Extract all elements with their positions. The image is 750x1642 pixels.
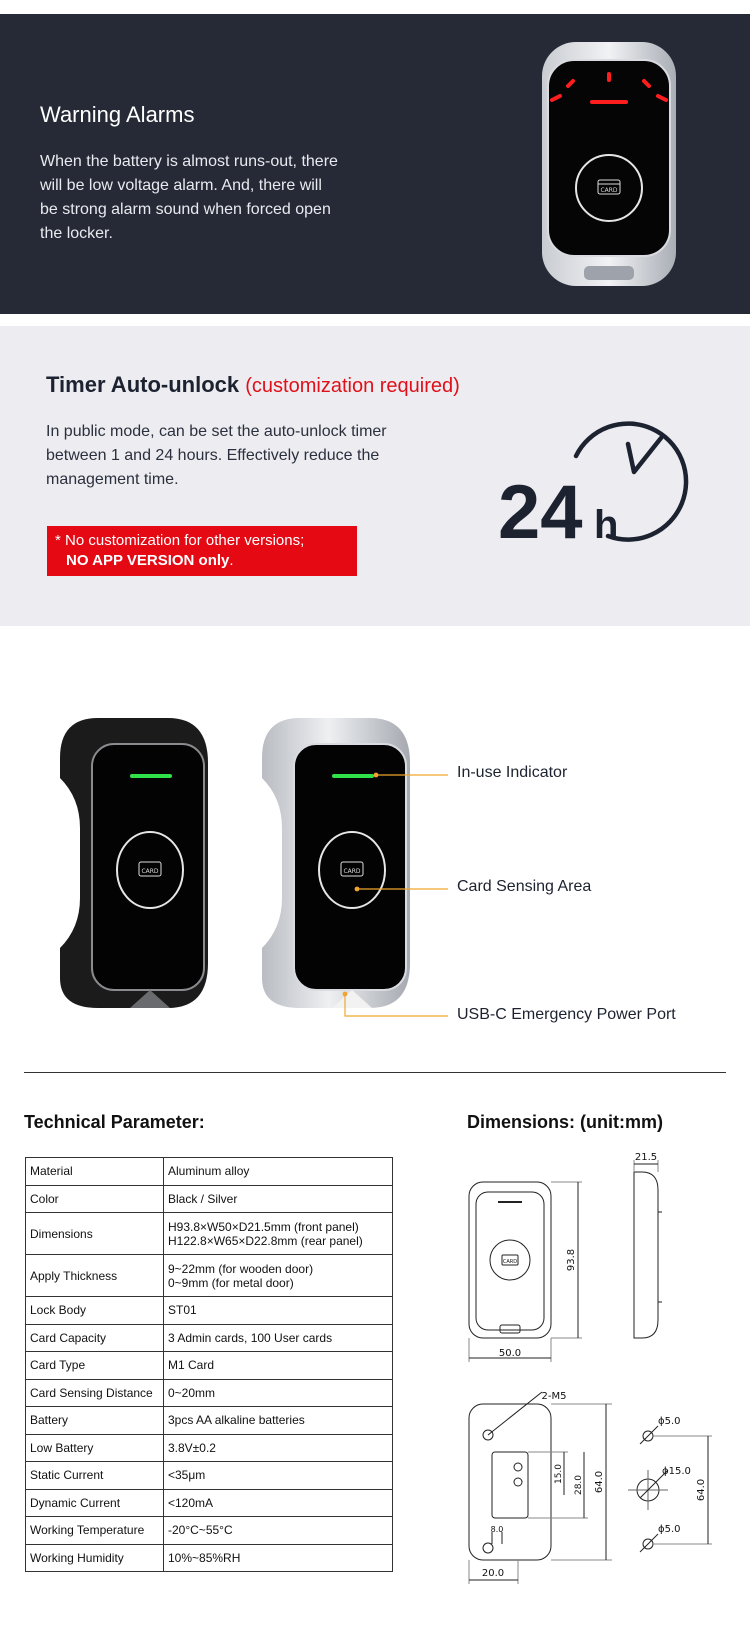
param-value: 3.8V±0.2 — [164, 1434, 393, 1462]
callout-lines — [0, 700, 750, 1020]
param-key: Card Capacity — [26, 1324, 164, 1352]
dim-20-label: 20.0 — [481, 1568, 505, 1579]
table-row — [26, 1352, 393, 1380]
param-value-line1: 9~22mm (for wooden door) — [168, 1261, 314, 1276]
customization-notice — [47, 526, 357, 576]
param-value: <35μm — [164, 1462, 393, 1490]
param-key: Apply Thickness — [26, 1255, 164, 1297]
table-row — [26, 1489, 393, 1517]
dim-hole-top-label: ϕ5.0 — [658, 1416, 681, 1427]
dim-8-label: 8.0 — [490, 1525, 504, 1534]
rear-view-outline — [469, 1404, 551, 1560]
warning-alarms-title: Warning Alarms — [40, 102, 195, 127]
table-row — [26, 1297, 393, 1325]
black-lock-card-label: CARD — [141, 868, 159, 875]
param-value: 10%~85%RH — [164, 1544, 393, 1572]
warning-alarms-description: When the battery is almost runs-out, there will be low voltage alarm. And, there will be strong alarm sound when forced open the locker. — [40, 153, 338, 242]
timer-auto-unlock-section — [0, 326, 750, 626]
dimensions-unit: (unit:mm) — [580, 1112, 664, 1132]
technical-parameter-title: Technical Parameter: — [24, 1112, 205, 1132]
param-key: Material — [26, 1158, 164, 1186]
table-row — [26, 1185, 393, 1213]
param-value: Aluminum alloy — [164, 1158, 393, 1186]
timer-description: In public mode, can be set the auto-unlock timer between 1 and 24 hours. Effectively reduce the management time. — [46, 423, 387, 488]
alarm-card-label: CARD — [600, 187, 618, 194]
dim-15-label: 15.0 — [554, 1463, 564, 1485]
param-value: 3 Admin cards, 100 User cards — [164, 1324, 393, 1352]
dimensions-title — [467, 1112, 663, 1133]
table-row — [26, 1544, 393, 1572]
callout-card-sensing-area: Card Sensing Area — [457, 878, 592, 895]
technical-parameter-table — [25, 1157, 393, 1572]
timer-title-note: (customization required) — [245, 375, 460, 397]
param-value: -20°C~55°C — [164, 1517, 393, 1545]
param-value: ST01 — [164, 1297, 393, 1325]
table-row — [26, 1158, 393, 1186]
table-row — [26, 1255, 393, 1297]
param-value-line2: 0~9mm (for metal door) — [168, 1275, 294, 1290]
param-key: Color — [26, 1185, 164, 1213]
dim-64-holes-label: 64.0 — [696, 1478, 707, 1502]
section-divider — [24, 1072, 726, 1073]
notice-bold: NO APP VERSION only — [66, 552, 230, 569]
table-row — [26, 1517, 393, 1545]
param-key: Working Temperature — [26, 1517, 164, 1545]
dim-screw-label: 2-M5 — [541, 1391, 567, 1402]
notice-end: . — [229, 552, 234, 569]
24h-clock-icon — [498, 416, 698, 546]
dim-width-label: 50.0 — [498, 1348, 522, 1359]
table-row — [26, 1324, 393, 1352]
param-key: Card Sensing Distance — [26, 1379, 164, 1407]
clock-unit: h — [594, 503, 619, 546]
table-row — [26, 1407, 393, 1435]
param-value-line1: H93.8×W50×D21.5mm (front panel) — [168, 1219, 359, 1234]
param-value: <120mA — [164, 1489, 393, 1517]
param-key: Battery — [26, 1407, 164, 1435]
timer-title — [46, 372, 460, 398]
silver-lock-card-label: CARD — [343, 868, 361, 875]
param-value: M1 Card — [164, 1352, 393, 1380]
param-value-line2: H122.8×W65×D22.8mm (rear panel) — [168, 1233, 363, 1248]
warning-alarms-section — [0, 14, 750, 314]
callout-in-use-indicator: In-use Indicator — [457, 764, 568, 781]
table-row — [26, 1434, 393, 1462]
param-key: Working Humidity — [26, 1544, 164, 1572]
table-row — [26, 1462, 393, 1490]
timer-title-main: Timer Auto-unlock — [46, 372, 240, 397]
dim-hole-center-label: ϕ15.0 — [662, 1466, 691, 1477]
dimension-drawings — [462, 1152, 732, 1592]
param-key: Lock Body — [26, 1297, 164, 1325]
dim-28-label: 28.0 — [574, 1474, 584, 1496]
param-key: Card Type — [26, 1352, 164, 1380]
table-row — [26, 1213, 393, 1255]
clock-number: 24 — [498, 470, 583, 546]
param-key: Static Current — [26, 1462, 164, 1490]
dim-depth-label: 21.5 — [634, 1152, 658, 1163]
dimensions-title-main: Dimensions: — [467, 1112, 576, 1132]
param-value: 3pcs AA alkaline batteries — [164, 1407, 393, 1435]
param-value: 0~20mm — [164, 1379, 393, 1407]
dim-hole-bottom-label: ϕ5.0 — [658, 1524, 681, 1535]
param-key: Low Battery — [26, 1434, 164, 1462]
dim-height-label: 93.8 — [566, 1248, 577, 1272]
alarm-lock-device-image — [540, 40, 678, 290]
callout-usb-c-port: USB-C Emergency Power Port — [457, 1006, 676, 1023]
table-row — [26, 1379, 393, 1407]
notice-line-1: * No customization for other versions; — [55, 532, 305, 549]
param-key: Dynamic Current — [26, 1489, 164, 1517]
param-value — [164, 1255, 393, 1297]
dim-card-label: CARD — [502, 1259, 518, 1265]
param-key: Dimensions — [26, 1213, 164, 1255]
param-value: Black / Silver — [164, 1185, 393, 1213]
param-value — [164, 1213, 393, 1255]
dim-64-rear-label: 64.0 — [594, 1470, 605, 1494]
product-features-section — [0, 700, 750, 1023]
